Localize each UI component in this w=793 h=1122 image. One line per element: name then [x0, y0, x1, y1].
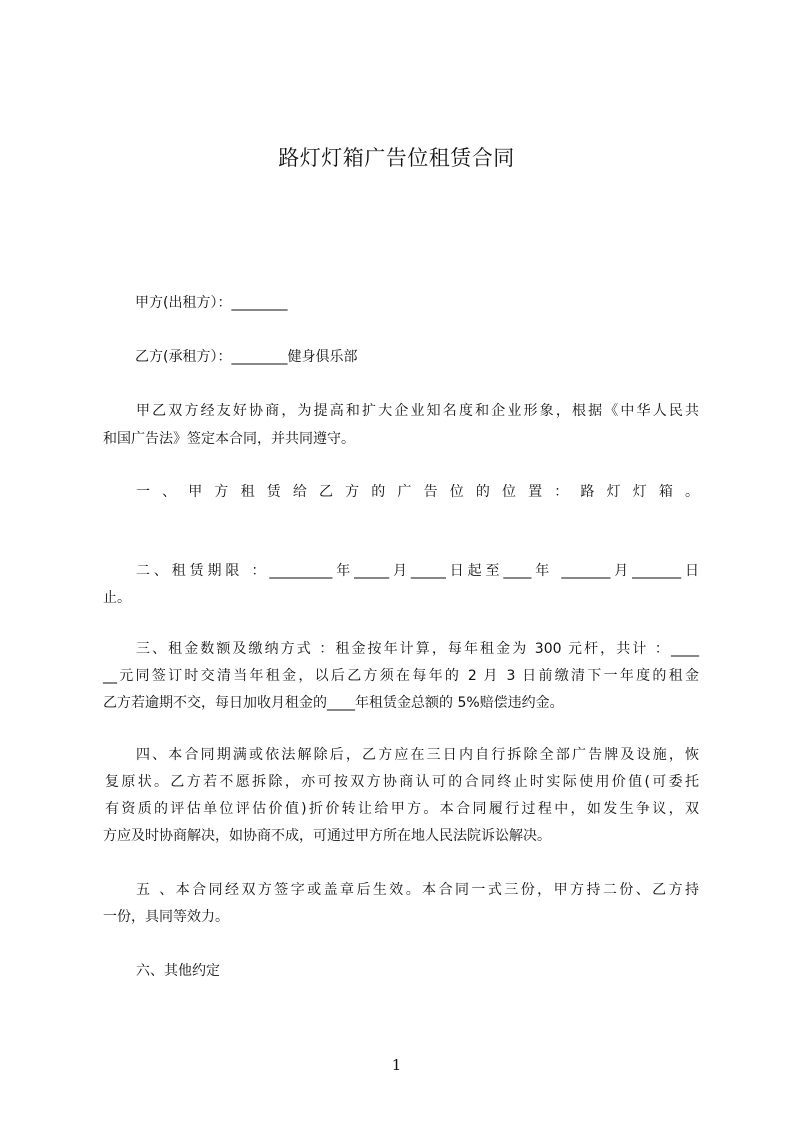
section-5-line-1: 五 、本合同经双方签字或盖章后生效。本合同一式三份，甲方持二份、乙方持 — [136, 882, 699, 898]
section-3-line-3: 乙方若逾期不交，每日加收月租金的____年租赁金总额的 5%赔偿违约金。 — [103, 695, 564, 711]
preamble-line-2: 和国广告法》签定本合同，并共同遵守。 — [103, 431, 355, 447]
document-title: 路灯灯箱广告位租赁合同 — [278, 146, 515, 170]
preamble-line-1: 甲乙双方经友好协商，为提高和扩大企业知名度和企业形象，根据《中华人民共 — [136, 403, 699, 419]
party-a-line: 甲方(出租方）：________ — [135, 295, 288, 311]
section-3-line-1: 三、租金数额及缴纳方式 ：租金按年计算，每年租金为 300 元杆，共计 ：____ — [136, 641, 699, 657]
section-1-line: 一 、 甲 方 租 赁 给 乙 方 的 广 告 位 的 位 置 ： 路 灯 灯 箱 。 — [136, 484, 699, 500]
party-b-line: 乙方(承租方）：________健身俱乐部 — [135, 349, 358, 365]
section-3-line-2: __元同签订时交清当年租金，以后乙方须在每年的 2 月 3 日前缴清下一年度的租金 — [103, 668, 699, 684]
section-4-line-2: 复原状。乙方若不愿拆除，亦可按双方协商认可的合同终止时实际使用价值(可委托 — [105, 774, 699, 790]
section-2-line-2: 止。 — [103, 590, 131, 606]
section-2-line-1: 二、租赁期限 ：_________年_____月_____日起至____年 _______月_______日 — [136, 563, 699, 579]
section-5-line-2: 一份，具同等效力。 — [103, 909, 229, 925]
section-4-line-4: 方应及时协商解决，如协商不成，可通过甲方所在地人民法院诉讼解决。 — [103, 828, 551, 844]
section-4-line-3: 有资质的评估单位评估价值)折价转让给甲方。本合同履行过程中，如发生争议，双 — [105, 801, 699, 817]
section-4-line-1: 四、本合同期满或依法解除后，乙方应在三日内自行拆除全部广告牌及设施，恢 — [136, 747, 699, 763]
section-6-heading: 六、其他约定 — [136, 963, 220, 979]
page-number: 1 — [391, 1056, 402, 1074]
